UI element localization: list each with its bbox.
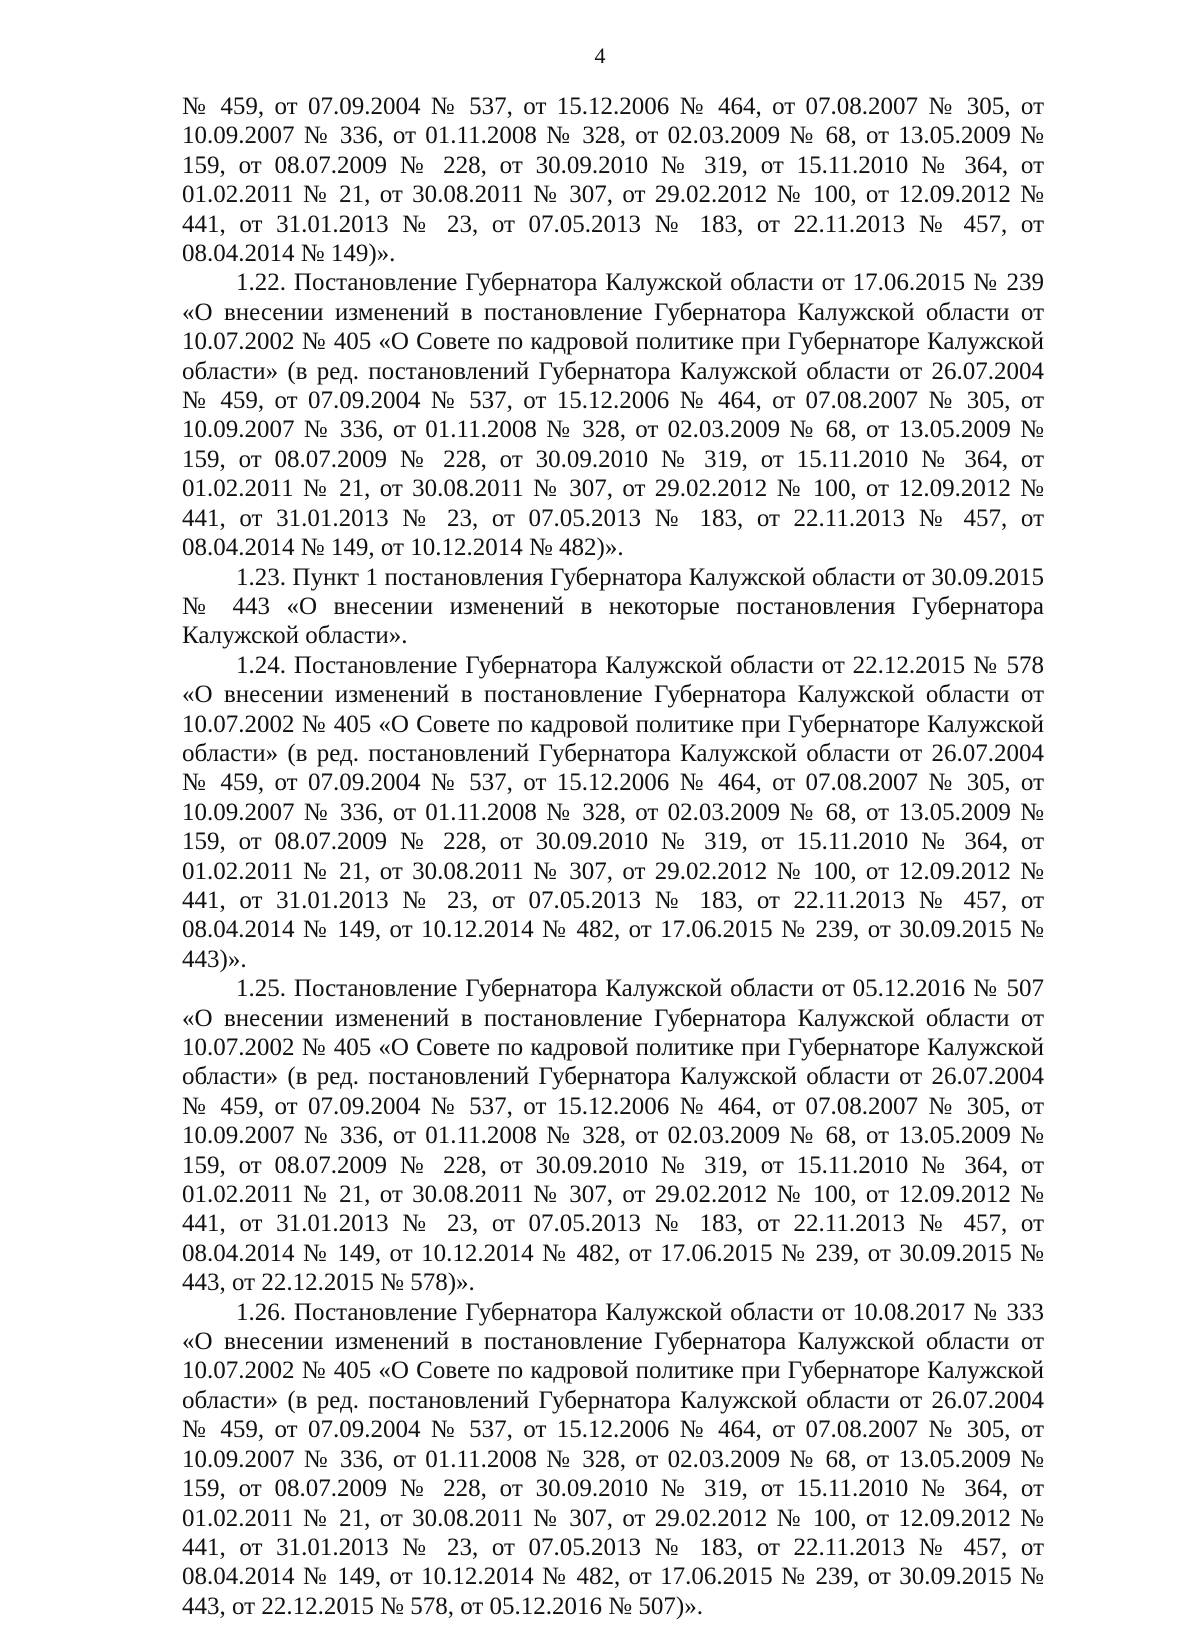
- paragraph-item-1-22: 1.22. Постановление Губернатора Калужской области от 17.06.2015 № 239 «О внесении изменений в постановление Губернатора Калужской области от 10.07.2002 № 405 «О Совете по кадровой политике при Губернаторе Калужской области» (в ред. постановлений Губернатора Калужской области от 26.07.2004 № 459, от 07.09.2004 № 537, от 15.12.2006 № 464, от 07.08.2007 № 305, от 10.09.2007 № 336, от 01.11.2008 № 328, от 02.03.2009 № 68, от 13.05.2009 № 159, от 08.07.2009 № 228, от 30.09.2010 № 319, от 15.11.2010 № 364, от 01.02.2011 № 21, от 30.08.2011 № 307, от 29.02.2012 № 100, от 12.09.2012 № 441, от 31.01.2013 № 23, от 07.05.2013 № 183, от 22.11.2013 № 457, от 08.04.2014 № 149, от 10.12.2014 № 482)».: [182, 269, 1044, 562]
- document-body: [182, 92, 1044, 1621]
- page-number: 4: [594, 43, 606, 68]
- paragraph-item-1-26: 1.26. Постановление Губернатора Калужской области от 10.08.2017 № 333 «О внесении изменений в постановление Губернатора Калужской области от 10.07.2002 № 405 «О Совете по кадровой политике при Губернаторе Калужской области» (в ред. постановлений Губернатора Калужской области от 26.07.2004 № 459, от 07.09.2004 № 537, от 15.12.2006 № 464, от 07.08.2007 № 305, от 10.09.2007 № 336, от 01.11.2008 № 328, от 02.03.2009 № 68, от 13.05.2009 № 159, от 08.07.2009 № 228, от 30.09.2010 № 319, от 15.11.2010 № 364, от 01.02.2011 № 21, от 30.08.2011 № 307, от 29.02.2012 № 100, от 12.09.2012 № 441, от 31.01.2013 № 23, от 07.05.2013 № 183, от 22.11.2013 № 457, от 08.04.2014 № 149, от 10.12.2014 № 482, от 17.06.2015 № 239, от 30.09.2015 № 443, от 22.12.2015 № 578, от 05.12.2016 № 507)».: [182, 1298, 1044, 1620]
- paragraph-item-1-24: 1.24. Постановление Губернатора Калужской области от 22.12.2015 № 578 «О внесении изменений в постановление Губернатора Калужской области от 10.07.2002 № 405 «О Совете по кадровой политике при Губернаторе Калужской области» (в ред. постановлений Губернатора Калужской области от 26.07.2004 № 459, от 07.09.2004 № 537, от 15.12.2006 № 464, от 07.08.2007 № 305, от 10.09.2007 № 336, от 01.11.2008 № 328, от 02.03.2009 № 68, от 13.05.2009 № 159, от 08.07.2009 № 228, от 30.09.2010 № 319, от 15.11.2010 № 364, от 01.02.2011 № 21, от 30.08.2011 № 307, от 29.02.2012 № 100, от 12.09.2012 № 441, от 31.01.2013 № 23, от 07.05.2013 № 183, от 22.11.2013 № 457, от 08.04.2014 № 149, от 10.12.2014 № 482, от 17.06.2015 № 239, от 30.09.2015 № 443)».: [182, 651, 1044, 973]
- paragraph-continuation: № 459, от 07.09.2004 № 537, от 15.12.2006 № 464, от 07.08.2007 № 305, от 10.09.2007 № 336, от 01.11.2008 № 328, от 02.03.2009 № 68, от 13.05.2009 № 159, от 08.07.2009 № 228, от 30.09.2010 № 319, от 15.11.2010 № 364, от 01.02.2011 № 21, от 30.08.2011 № 307, от 29.02.2012 № 100, от 12.09.2012 № 441, от 31.01.2013 № 23, от 07.05.2013 № 183, от 22.11.2013 № 457, от 08.04.2014 № 149)».: [182, 93, 1044, 268]
- paragraph-item-1-25: 1.25. Постановление Губернатора Калужской области от 05.12.2016 № 507 «О внесении изменений в постановление Губернатора Калужской области от 10.07.2002 № 405 «О Совете по кадровой политике при Губернаторе Калужской области» (в ред. постановлений Губернатора Калужской области от 26.07.2004 № 459, от 07.09.2004 № 537, от 15.12.2006 № 464, от 07.08.2007 № 305, от 10.09.2007 № 336, от 01.11.2008 № 328, от 02.03.2009 № 68, от 13.05.2009 № 159, от 08.07.2009 № 228, от 30.09.2010 № 319, от 15.11.2010 № 364, от 01.02.2011 № 21, от 30.08.2011 № 307, от 29.02.2012 № 100, от 12.09.2012 № 441, от 31.01.2013 № 23, от 07.05.2013 № 183, от 22.11.2013 № 457, от 08.04.2014 № 149, от 10.12.2014 № 482, от 17.06.2015 № 239, от 30.09.2015 № 443, от 22.12.2015 № 578)».: [182, 975, 1044, 1297]
- paragraph-item-1-23: 1.23. Пункт 1 постановления Губернатора Калужской области от 30.09.2015 № 443 «О внесении изменений в некоторые постановления Губернатора Калужской области».: [182, 563, 1044, 650]
